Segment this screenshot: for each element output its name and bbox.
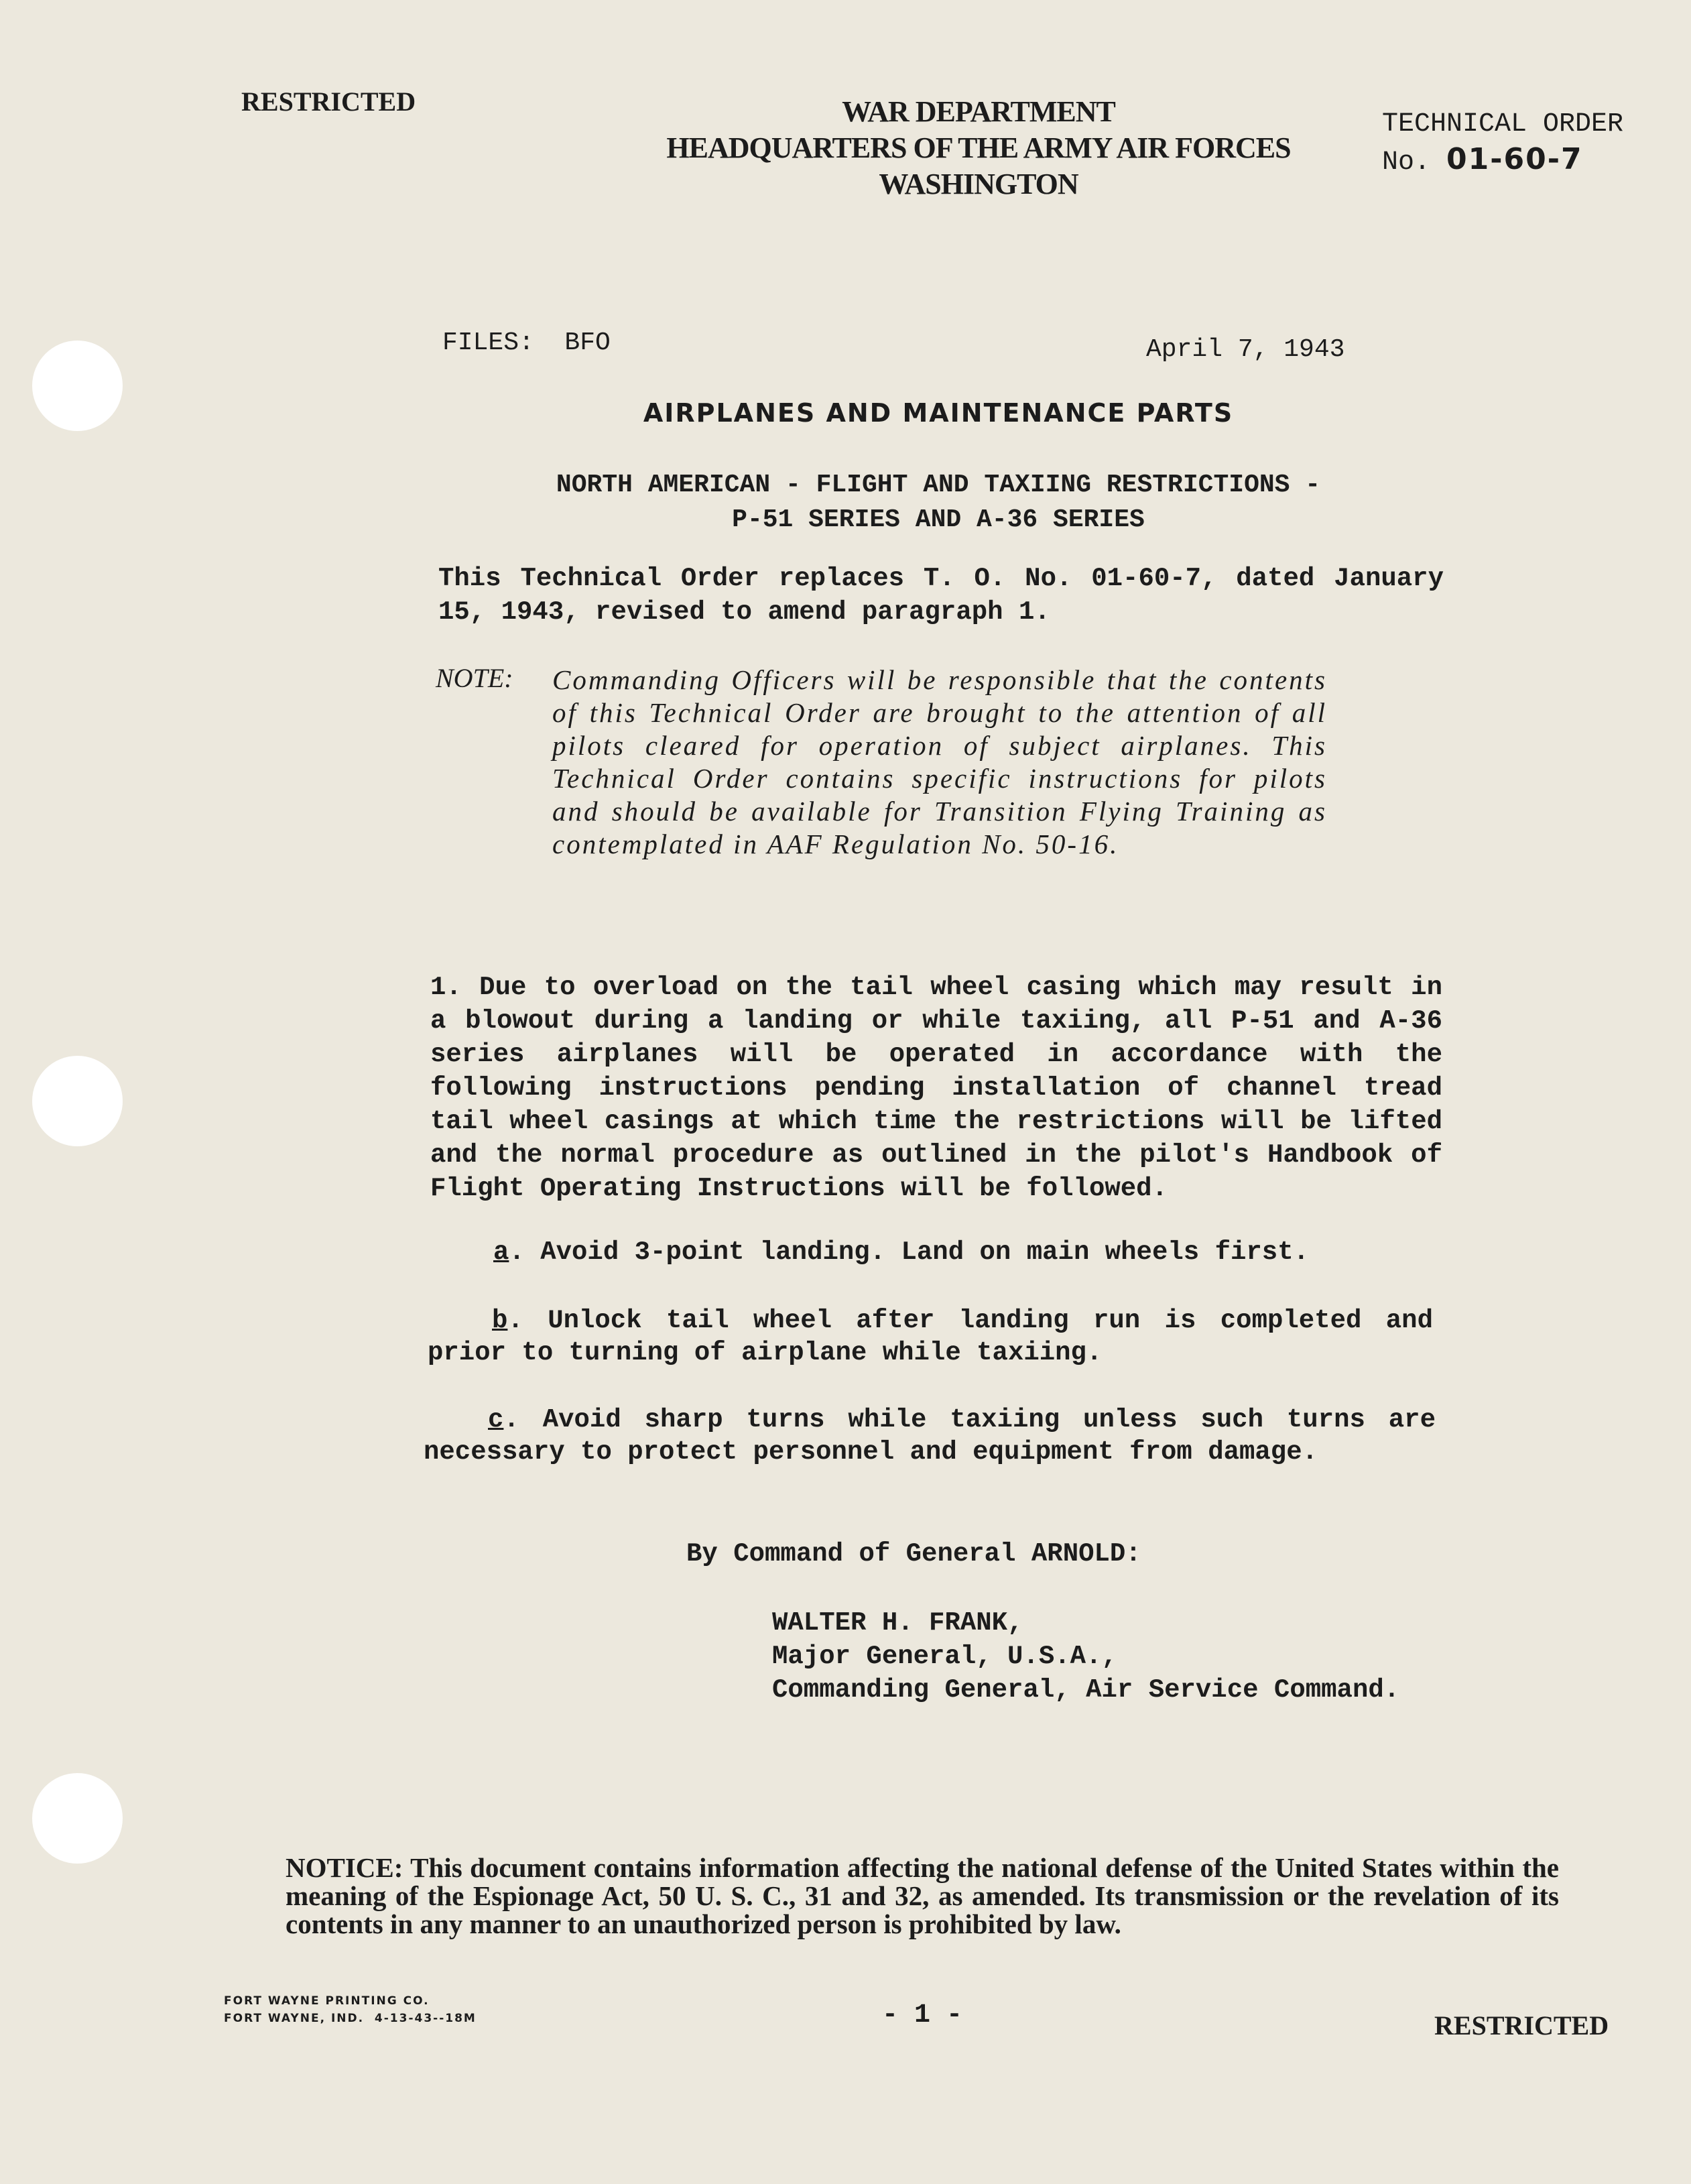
signature-block [772,1606,1399,1707]
item-text: . Avoid sharp turns while taxiing unless such turns are necessary to protect personnel and equipment from damage. [424,1405,1436,1467]
signatory-rank: Major General, U.S.A., [772,1642,1117,1671]
list-item-c [424,1404,1436,1468]
classification-bottom: RESTRICTED [1434,2010,1609,2041]
by-command-line: By Command of General ARNOLD: [686,1539,1141,1569]
signatory-position: Commanding General, Air Service Command. [772,1675,1400,1705]
signatory-name: WALTER H. FRANK, [772,1608,1023,1638]
headquarters-name: HEADQUARTERS OF THE ARMY AIR FORCES [666,131,1291,164]
number-prefix: No. [1382,147,1431,178]
paragraph-1: 1. Due to overload on the tail wheel casing which may result in a blowout during a landing or while taxiing, all P-51 and A-36 series airplanes will be operated in accordance with the following instructions pending installation of channel tread tail wheel casings at which time the restrictions will be lifted and the normal procedure as outlined in the pilot's Handbook of Flight Operating Instructions will be followed. [430,973,1442,1203]
notice-label: NOTICE: [286,1852,403,1883]
files-line: FILES: BFO [442,328,611,357]
technical-order-block [1382,107,1623,180]
printer-imprint [224,1992,477,2027]
note-label: NOTE: [436,663,513,693]
notice-text: This document contains information affecting the national defense of the United States within the meaning of the Espionage Act, 50 U. S. C., 31 and 32, as amended. Its transmission or the revelation of its contents in any manner to an unauthorized person is prohibited by law. [286,1852,1560,1939]
page-number: - 1 - [882,2000,963,2030]
punch-hole-top [32,341,123,431]
document-title [469,468,1407,538]
technical-order-number-line [1382,142,1623,180]
title-line-1: NORTH AMERICAN - FLIGHT AND TAXIING RESTRICTIONS - [556,471,1321,499]
subject-heading: AIRPLANES AND MAINTENANCE PARTS [643,398,1234,428]
item-letter: a [493,1237,509,1267]
punch-hole-middle [32,1056,123,1146]
note-text: Commanding Officers will be responsible that the contents of this Technical Order are brought to the attention of all pilots cleared for operation of subject airplanes. This Technical Order contains specific instructions for pilots and should be available for Transition Flying Training as contemplated in AAF Regulation No. 50-16. [552,664,1327,859]
punch-hole-bottom [32,1773,123,1864]
printer-line-2: FORT WAYNE, IND. 4-13-43--18M [224,2012,477,2025]
list-item-a [429,1236,1434,1268]
item-letter: b [492,1306,508,1335]
title-line-2: P-51 SERIES AND A-36 SERIES [732,505,1145,534]
security-notice [286,1854,1559,1938]
item-letter: c [488,1405,504,1435]
technical-order-label: TECHNICAL ORDER [1382,109,1624,139]
city-name: WASHINGTON [879,168,1078,200]
issue-date: April 7, 1943 [1146,335,1345,364]
classification-top: RESTRICTED [241,86,416,117]
department-name: WAR DEPARTMENT [842,95,1115,128]
list-item-b [428,1305,1433,1369]
issuing-authority [603,94,1354,202]
intro-paragraph: This Technical Order replaces T. O. No. 01-60-7, dated January 15, 1943, revised to amend paragraph 1. [438,564,1444,627]
item-text: . Avoid 3-point landing. Land on main wheels first. [509,1237,1310,1267]
printer-line-1: FORT WAYNE PRINTING CO. [224,1994,430,2008]
item-text: . Unlock tail wheel after landing run is completed and prior to turning of airplane while taxiing. [428,1306,1433,1368]
technical-order-number: 01-60-7 [1446,142,1583,176]
